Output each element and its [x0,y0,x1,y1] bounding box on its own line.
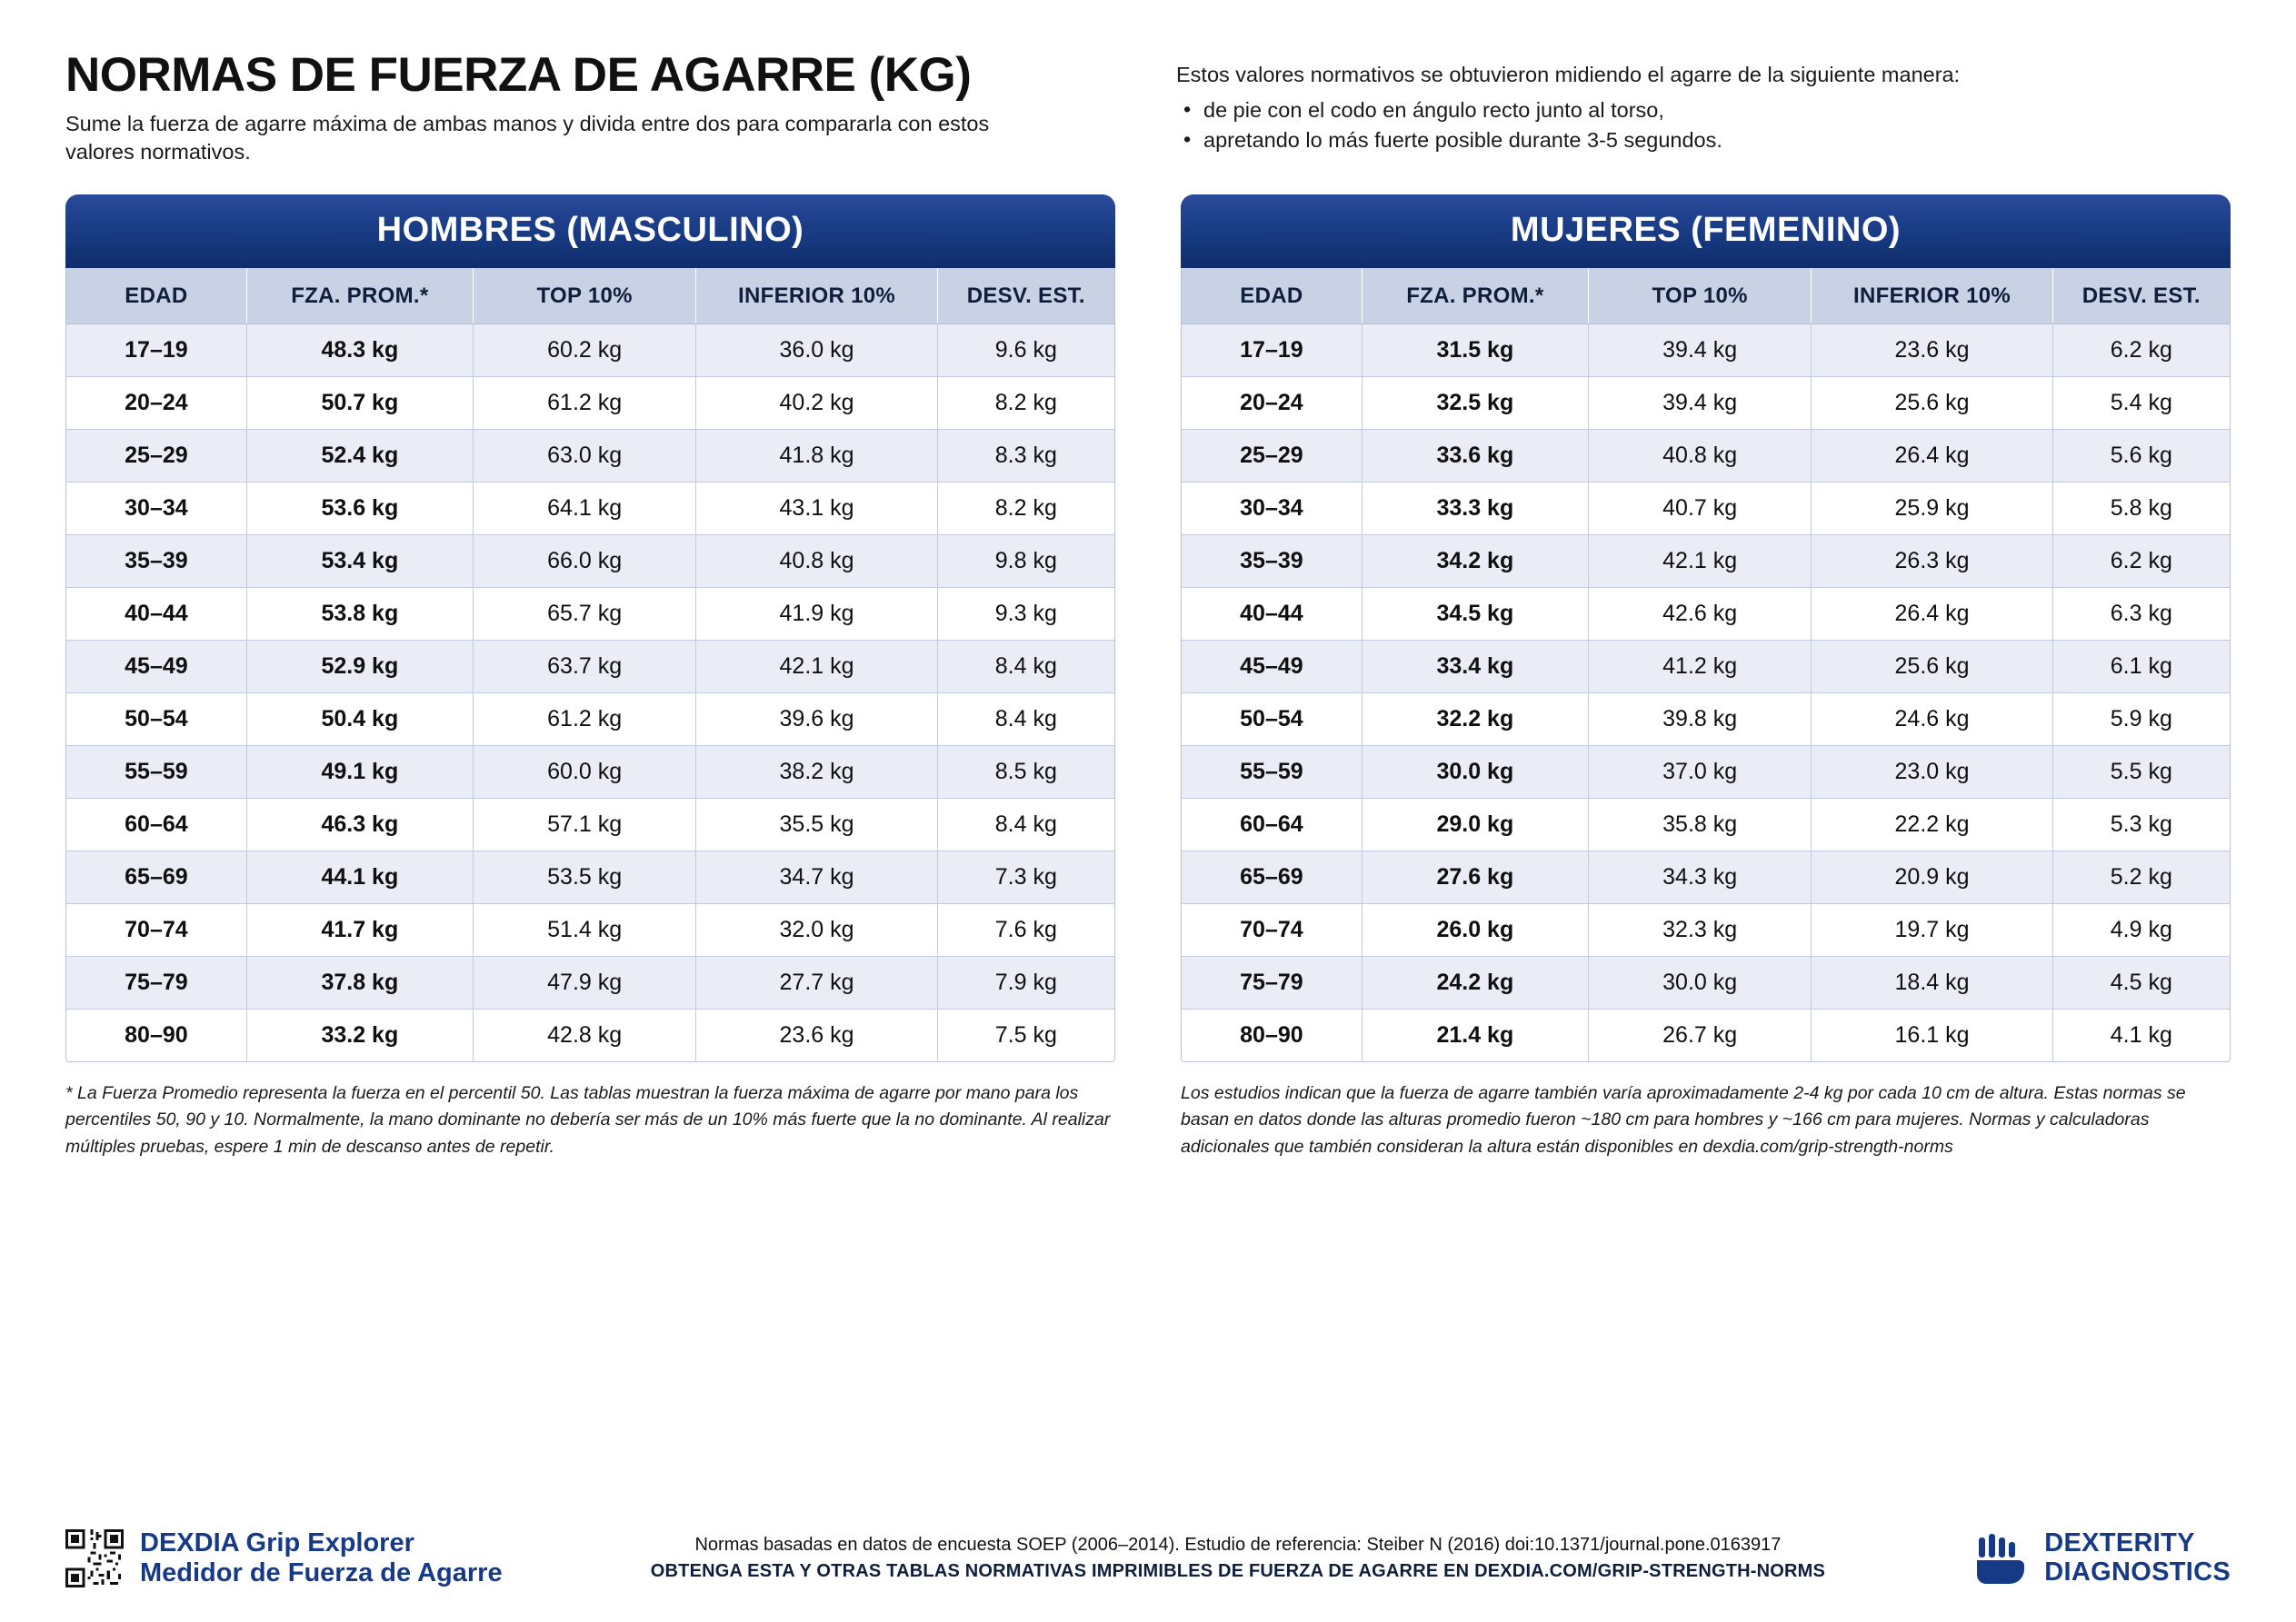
women-table-body [1182,324,2230,1062]
table-cell-low: 41.8 kg [696,430,937,483]
product-brand [65,1528,503,1587]
table-cell-sd: 7.6 kg [937,904,1114,957]
table-cell-avg: 32.2 kg [1362,693,1588,746]
table-cell-top: 37.0 kg [1588,746,1812,799]
table-cell-low: 23.0 kg [1812,746,2052,799]
table-cell-low: 27.7 kg [696,957,937,1010]
table-cell-top: 34.3 kg [1588,851,1812,904]
table-cell-top: 35.8 kg [1588,799,1812,851]
table-cell-sd: 5.5 kg [2052,746,2230,799]
table-cell-avg: 32.5 kg [1362,377,1588,430]
table-cell-sd: 6.2 kg [2052,535,2230,588]
table-cell-age: 80–90 [1182,1010,1362,1062]
table-cell-low: 23.6 kg [1812,324,2052,377]
men-table-block [65,194,1115,1062]
table-cell-top: 61.2 kg [473,377,696,430]
company-name-line1: DEXTERITY [2044,1527,2195,1557]
table-cell-avg: 49.1 kg [246,746,473,799]
company-brand [1973,1529,2231,1587]
table-cell-avg: 33.2 kg [246,1010,473,1062]
table-cell-top: 39.8 kg [1588,693,1812,746]
table-cell-low: 40.2 kg [696,377,937,430]
table-cell-avg: 48.3 kg [246,324,473,377]
women-header-row [1182,268,2230,324]
table-row [66,799,1114,851]
table-cell-top: 42.8 kg [473,1010,696,1062]
table-cell-sd: 7.3 kg [937,851,1114,904]
table-cell-low: 25.6 kg [1812,377,2052,430]
table-row [1182,904,2230,957]
table-cell-low: 34.7 kg [696,851,937,904]
table-row [66,851,1114,904]
table-cell-top: 42.1 kg [1588,535,1812,588]
header [65,50,2231,167]
table-cell-low: 24.6 kg [1812,693,2052,746]
table-cell-age: 50–54 [1182,693,1362,746]
table-row [66,641,1114,693]
table-row [1182,957,2230,1010]
table-cell-sd: 5.9 kg [2052,693,2230,746]
table-cell-low: 26.4 kg [1812,588,2052,641]
table-row [66,904,1114,957]
table-row [66,535,1114,588]
table-cell-low: 32.0 kg [696,904,937,957]
table-cell-avg: 44.1 kg [246,851,473,904]
download-callout[interactable]: OBTENGA ESTA Y OTRAS TABLAS NORMATIVAS IMPRIMIBLES DE FUERZA DE AGARRE EN DEXDIA.COM/GRIP-STRENGTH-NORMS [650,1560,1826,1581]
table-cell-sd: 5.2 kg [2052,851,2230,904]
table-cell-avg: 31.5 kg [1362,324,1588,377]
table-cell-avg: 29.0 kg [1362,799,1588,851]
table-cell-top: 65.7 kg [473,588,696,641]
table-row [66,430,1114,483]
table-row [1182,641,2230,693]
table-cell-low: 43.1 kg [696,483,937,535]
header-left [65,50,1083,167]
table-cell-top: 39.4 kg [1588,324,1812,377]
table-cell-avg: 52.9 kg [246,641,473,693]
table-row [1182,430,2230,483]
table-cell-sd: 8.2 kg [937,483,1114,535]
table-cell-sd: 9.6 kg [937,324,1114,377]
women-table-block [1181,194,2231,1062]
table-cell-age: 50–54 [66,693,246,746]
table-row [1182,377,2230,430]
table-cell-avg: 53.4 kg [246,535,473,588]
table-cell-top: 64.1 kg [473,483,696,535]
table-cell-avg: 33.4 kg [1362,641,1588,693]
table-cell-low: 16.1 kg [1812,1010,2052,1062]
table-cell-low: 22.2 kg [1812,799,2052,851]
table-cell-sd: 8.4 kg [937,693,1114,746]
men-table-head [66,268,1114,324]
col-header-top10: TOP 10% [473,268,696,324]
table-cell-sd: 8.4 kg [937,641,1114,693]
table-cell-sd: 8.3 kg [937,430,1114,483]
table-cell-low: 40.8 kg [696,535,937,588]
table-cell-low: 18.4 kg [1812,957,2052,1010]
table-row [66,588,1114,641]
table-cell-sd: 6.2 kg [2052,324,2230,377]
col-header-average: FZA. PROM.* [246,268,473,324]
table-cell-avg: 41.7 kg [246,904,473,957]
table-cell-age: 17–19 [1182,324,1362,377]
table-cell-avg: 52.4 kg [246,430,473,483]
women-table-wrap [1181,268,2231,1062]
table-cell-top: 66.0 kg [473,535,696,588]
table-cell-age: 80–90 [66,1010,246,1062]
table-cell-top: 40.7 kg [1588,483,1812,535]
men-norms-table [66,268,1114,1061]
table-cell-sd: 5.6 kg [2052,430,2230,483]
table-cell-sd: 4.5 kg [2052,957,2230,1010]
table-cell-sd: 6.3 kg [2052,588,2230,641]
qr-code-icon[interactable] [65,1529,124,1587]
table-cell-age: 45–49 [1182,641,1362,693]
men-table-body [66,324,1114,1062]
table-cell-avg: 53.8 kg [246,588,473,641]
table-cell-sd: 8.5 kg [937,746,1114,799]
footnotes [65,1080,2231,1160]
table-cell-avg: 27.6 kg [1362,851,1588,904]
table-row [66,957,1114,1010]
col-header-bottom10: INFERIOR 10% [696,268,937,324]
table-cell-top: 63.7 kg [473,641,696,693]
table-cell-low: 25.6 kg [1812,641,2052,693]
method-intro: Estos valores normativos se obtuvieron midiendo el agarre de la siguiente manera: [1176,63,1961,86]
table-cell-sd: 6.1 kg [2052,641,2230,693]
table-row [66,1010,1114,1062]
table-cell-avg: 37.8 kg [246,957,473,1010]
table-cell-age: 17–19 [66,324,246,377]
table-cell-top: 40.8 kg [1588,430,1812,483]
col-header-top10: TOP 10% [1588,268,1812,324]
table-row [1182,746,2230,799]
table-cell-top: 47.9 kg [473,957,696,1010]
source-reference: Normas basadas en datos de encuesta SOEP (2006–2014). Estudio de referencia: Steiber N (2016) doi:10.1371/journal.pone.0163917 [694,1534,1782,1555]
table-row [1182,588,2230,641]
table-cell-avg: 34.5 kg [1362,588,1588,641]
women-norms-table [1182,268,2230,1061]
tables-container [65,194,2231,1062]
table-cell-age: 35–39 [1182,535,1362,588]
table-cell-top: 53.5 kg [473,851,696,904]
table-row [66,324,1114,377]
table-cell-low: 26.3 kg [1812,535,2052,588]
company-brand-text [2044,1529,2231,1587]
table-row [1182,483,2230,535]
table-cell-top: 32.3 kg [1588,904,1812,957]
table-cell-top: 60.2 kg [473,324,696,377]
table-cell-age: 20–24 [1182,377,1362,430]
men-table-wrap [65,268,1115,1062]
company-name-line2: DIAGNOSTICS [2044,1557,2231,1587]
table-row [66,377,1114,430]
table-cell-age: 20–24 [66,377,246,430]
table-cell-low: 36.0 kg [696,324,937,377]
table-cell-age: 55–59 [66,746,246,799]
footnote-left: * La Fuerza Promedio representa la fuerza en el percentil 50. Las tablas muestran la fuerza máxima de agarre por mano para los percentiles 50, 90 y 10. Normalmente, la mano dominante no debería ser más de un 10% más fuerte que la no dominante. Al realizar múltiples pruebas, espere 1 min de descanso antes de repetir. [65,1083,1111,1157]
table-cell-sd: 8.4 kg [937,799,1114,851]
table-cell-low: 25.9 kg [1812,483,2052,535]
footer-bar [65,1528,2231,1587]
table-row [66,693,1114,746]
table-cell-age: 70–74 [1182,904,1362,957]
table-cell-age: 40–44 [66,588,246,641]
table-cell-top: 39.4 kg [1588,377,1812,430]
table-cell-avg: 46.3 kg [246,799,473,851]
table-cell-avg: 24.2 kg [1362,957,1588,1010]
table-row [1182,693,2230,746]
men-table-title: HOMBRES (MASCULINO) [65,194,1115,268]
table-cell-low: 39.6 kg [696,693,937,746]
method-item: • apretando lo más fuerte posible durante 3-5 segundos. [1176,125,2231,155]
table-cell-avg: 50.4 kg [246,693,473,746]
table-cell-avg: 53.6 kg [246,483,473,535]
table-row [1182,851,2230,904]
table-cell-sd: 4.1 kg [2052,1010,2230,1062]
table-cell-age: 35–39 [66,535,246,588]
table-row [1182,799,2230,851]
table-cell-avg: 30.0 kg [1362,746,1588,799]
table-cell-top: 26.7 kg [1588,1010,1812,1062]
table-cell-sd: 5.4 kg [2052,377,2230,430]
table-cell-low: 20.9 kg [1812,851,2052,904]
col-header-stdev: DESV. EST. [937,268,1114,324]
source-credit [503,1535,1974,1582]
table-cell-avg: 26.0 kg [1362,904,1588,957]
table-cell-low: 41.9 kg [696,588,937,641]
table-row [66,483,1114,535]
table-cell-sd: 5.3 kg [2052,799,2230,851]
col-header-bottom10: INFERIOR 10% [1812,268,2052,324]
product-brand-text [140,1528,503,1587]
col-header-stdev: DESV. EST. [2052,268,2230,324]
table-cell-low: 23.6 kg [696,1010,937,1062]
table-row [1182,535,2230,588]
table-cell-top: 61.2 kg [473,693,696,746]
table-cell-low: 42.1 kg [696,641,937,693]
table-cell-age: 75–79 [66,957,246,1010]
table-cell-sd: 9.8 kg [937,535,1114,588]
col-header-average: FZA. PROM.* [1362,268,1588,324]
dexterity-logo-icon [1973,1532,2030,1585]
table-row [1182,324,2230,377]
table-cell-age: 30–34 [66,483,246,535]
page-subtitle: Sume la fuerza de agarre máxima de ambas manos y divida entre dos para compararla con estos valores normativos. [65,111,990,164]
women-table-head [1182,268,2230,324]
product-name: DEXDIA Grip Explorer [140,1528,414,1558]
table-cell-low: 19.7 kg [1812,904,2052,957]
table-cell-low: 26.4 kg [1812,430,2052,483]
table-cell-top: 63.0 kg [473,430,696,483]
table-cell-age: 70–74 [66,904,246,957]
table-cell-sd: 5.8 kg [2052,483,2230,535]
col-header-age: EDAD [66,268,246,324]
method-item: • de pie con el codo en ángulo recto junto al torso, [1176,95,2231,125]
table-cell-age: 45–49 [66,641,246,693]
table-cell-top: 60.0 kg [473,746,696,799]
table-cell-age: 60–64 [1182,799,1362,851]
table-cell-top: 51.4 kg [473,904,696,957]
table-cell-avg: 34.2 kg [1362,535,1588,588]
table-cell-age: 65–69 [1182,851,1362,904]
table-cell-sd: 7.9 kg [937,957,1114,1010]
table-cell-sd: 4.9 kg [2052,904,2230,957]
table-row [1182,1010,2230,1062]
table-cell-avg: 33.3 kg [1362,483,1588,535]
method-note [1176,50,2231,155]
product-tagline: Medidor de Fuerza de Agarre [140,1557,503,1587]
footnote-right: Los estudios indican que la fuerza de agarre también varía aproximadamente 2-4 kg por cada 10 cm de altura. Estas normas se basan en datos donde las alturas promedio fueron ~180 cm para hombres y ~166 cm para mujeres. Normas y calculadoras adicionales que también consideran la altura están disponibles en dexdia.com/grip-strength-norms [1181,1083,2186,1157]
table-cell-avg: 21.4 kg [1362,1010,1588,1062]
table-cell-age: 40–44 [1182,588,1362,641]
table-cell-low: 38.2 kg [696,746,937,799]
table-cell-sd: 9.3 kg [937,588,1114,641]
men-header-row [66,268,1114,324]
table-cell-age: 55–59 [1182,746,1362,799]
table-cell-low: 35.5 kg [696,799,937,851]
table-cell-age: 65–69 [66,851,246,904]
table-cell-top: 30.0 kg [1588,957,1812,1010]
table-cell-sd: 7.5 kg [937,1010,1114,1062]
table-cell-top: 42.6 kg [1588,588,1812,641]
table-cell-age: 25–29 [66,430,246,483]
table-row [66,746,1114,799]
table-cell-sd: 8.2 kg [937,377,1114,430]
women-table-title: MUJERES (FEMENINO) [1181,194,2231,268]
table-cell-avg: 33.6 kg [1362,430,1588,483]
col-header-age: EDAD [1182,268,1362,324]
table-cell-age: 25–29 [1182,430,1362,483]
page-title: NORMAS DE FUERZA DE AGARRE (KG) [65,48,972,102]
table-cell-age: 75–79 [1182,957,1362,1010]
method-list [1176,95,2231,156]
table-cell-age: 30–34 [1182,483,1362,535]
table-cell-age: 60–64 [66,799,246,851]
table-cell-avg: 50.7 kg [246,377,473,430]
table-cell-top: 57.1 kg [473,799,696,851]
table-cell-top: 41.2 kg [1588,641,1812,693]
